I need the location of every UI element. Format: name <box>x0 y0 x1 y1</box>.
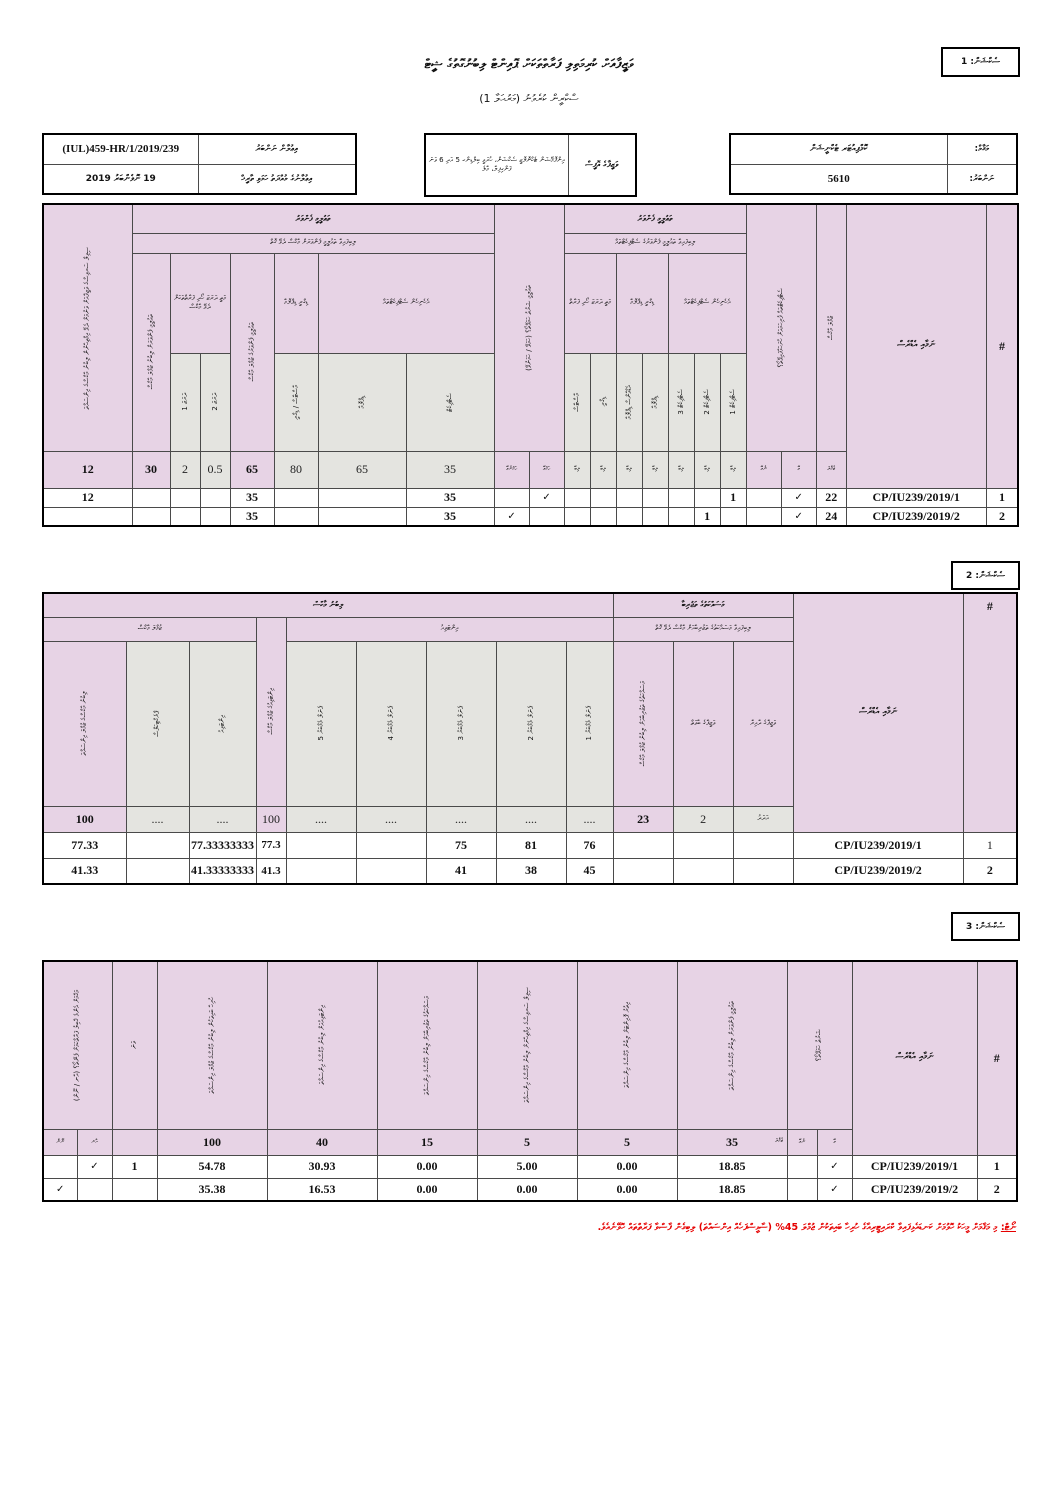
rank-cell: 1 <box>112 1155 157 1178</box>
max-value-cell: 35 <box>406 451 494 488</box>
not-met-label: ނުވޭ <box>787 1129 817 1155</box>
job-field-column-header: ވަޒީފާގެ ދާއިރާ <box>733 641 793 806</box>
cert-level-header: ސެޓްފިކެޓް 2 <box>694 353 720 451</box>
applicant-row <box>43 488 1018 507</box>
points-cell <box>613 832 673 858</box>
post-number-label: ނަންބަރު: <box>947 164 1017 194</box>
points-cell: 16.53 <box>267 1178 377 1201</box>
high-achievers-header: މަތީ ދަރަޖަ ހޯދި ފަރާތްތަކަށް ދެވޭ މާކްސް <box>170 253 230 353</box>
points-cell <box>318 488 406 507</box>
applicant-row <box>43 832 1017 858</box>
max-value-cell: 15 <box>377 1129 477 1155</box>
rank-column-header: ވަނަ <box>112 961 157 1129</box>
masters-degree-strip-header: މާސްޓާސް / ޑިގްރީ <box>274 353 318 451</box>
max-value-cell: 2 <box>170 451 200 488</box>
points-cell: 41.33333333 <box>189 858 256 884</box>
post-label: މަޤާމް: <box>947 134 1017 164</box>
max-value-cell: 100 <box>157 1129 267 1155</box>
points-cell: 30.93 <box>267 1155 377 1178</box>
points-cell <box>733 858 793 884</box>
check-cell: ✓ <box>781 488 816 507</box>
points-cell: 77.33 <box>43 832 126 858</box>
points-cell <box>43 507 132 526</box>
panel-member-5-column-header: ޕެނަލް މެމްބަރު 5 <box>286 641 356 806</box>
section-2-marks-table <box>42 592 1018 885</box>
points-cell <box>318 507 406 526</box>
education-certificates-subheader: ލިބިފައިވާ ތަޢުލީމީ ފެންވަރުގެ ސެޓްފިކެޓްތައް <box>564 233 746 253</box>
section-1-screening-table <box>42 203 1019 527</box>
check-cell: ✓ <box>43 1178 77 1201</box>
points-cell: 77.33333333 <box>189 832 256 858</box>
has-label: ލިބޭ <box>590 451 616 488</box>
points-cell: 54.78 <box>157 1155 267 1178</box>
interview-column-header: އިންޓަވިއު <box>189 641 256 806</box>
points-cell <box>356 858 426 884</box>
experience-total-column-header: މަސައްކަތުގެ ތަޖުރިބާއަށް ލިބުނު ޖުމްލަ މާކްސް <box>613 641 673 806</box>
post-title: ކޮމްޕިއުޓަރ ޓެކްނީޝަން <box>730 134 947 164</box>
applicant-code-cell: CP/IU239/2019/1 <box>846 488 986 507</box>
points-cell: 76 <box>566 832 613 858</box>
points-cell <box>642 488 668 507</box>
points-cell <box>170 507 200 526</box>
max-value-cell: 23 <box>613 806 673 832</box>
check-cell <box>787 1155 817 1178</box>
experience-percentage-column-header: މަސައްކަތުގެ ތަޖުރިބާއަށް ލިބުނު މާކްސްގެ އިންސައްތަ <box>377 961 477 1129</box>
row-number-column-header: # <box>963 593 1017 832</box>
not-met-label: ނުވޭ <box>746 451 781 488</box>
applicant-code-cell: CP/IU239/2019/2 <box>852 1178 977 1201</box>
check-cell <box>529 507 564 526</box>
max-value-cell: .... <box>566 806 613 832</box>
points-cell <box>642 507 668 526</box>
extra-points-percentage-column-header: އިތުރު ޕޮއިންޓަށް ލިބުނު މާކްސްގެ އިންސައްތަ <box>577 961 677 1129</box>
points-cell: 77.3 <box>256 832 286 858</box>
other-cert-header: އެހެނިހެން ސެޓްފިކެޓްތައް <box>668 253 746 353</box>
max-value-cell: .... <box>356 806 426 832</box>
applicant-row <box>43 858 1017 884</box>
education-group-header: ތަޢުލީމީ ފެންވަރު <box>132 204 494 233</box>
total-side-label: ޖުމްލަ <box>775 1137 783 1144</box>
cert-level-header: މާސްޓާސް <box>564 353 590 451</box>
page-title: ވަޒީފާއަށް ކުރިމަތިލި ފަރާތްތަކަށް ޕޮއިންޓް ލިބުނުގޮތުގެ ޝީޓް <box>424 57 634 72</box>
check-cell <box>746 488 781 507</box>
max-value-cell <box>677 1129 787 1155</box>
points-cell <box>274 488 318 507</box>
education-total-column-header: ތަޢުލީމީ ފެންވަރަށް ލިބުނު ޖުމްލަ މާކްސް <box>132 253 170 451</box>
certificate-strip-header: ސެޓްފިކެޓް <box>406 353 494 451</box>
education-percentage-column-header: ތަޢުލީމީ ފެންވަރަށް ލިބުނު މާކްސްގެ އިންސައްތަ <box>677 961 787 1129</box>
announcement-info-box <box>42 133 357 195</box>
points-cell <box>200 488 230 507</box>
points-cell: 0.00 <box>377 1155 477 1178</box>
points-cell <box>356 832 426 858</box>
marks-obtained-group-header: ލިބުނު މާކްސް <box>43 593 613 617</box>
diploma-strip-header: ޑިޕްލޮމާ <box>318 353 406 451</box>
max-value-cell: .... <box>286 806 356 832</box>
points-cell: 5.00 <box>477 1155 577 1178</box>
check-cell <box>494 488 529 507</box>
points-cell <box>132 507 170 526</box>
points-cell: 12 <box>43 488 132 507</box>
max-value-cell: 80 <box>274 451 318 488</box>
total-points-cell: 24 <box>816 507 846 526</box>
grade1-strip-header: ދަރަޖަ 1 <box>170 353 200 451</box>
not-met-label: ހަމަނުވޭ <box>494 451 529 488</box>
exam-marks-column-header: ސިވިލް ސަރވިސްގެ ވަޒީފާއަށް ވަނުމަށް ދެވޭ އިމްތިޙާނުން ލިބުނު މާކްސްގެ އިންސައްތަ <box>43 204 132 451</box>
points-cell: 41.3 <box>256 858 286 884</box>
cert-level-header: އެޑްވާންސް ޑިޕްލޮމާ <box>616 353 642 451</box>
points-cell <box>590 488 616 507</box>
points-cell <box>126 858 189 884</box>
points-cell: 41.33 <box>43 858 126 884</box>
deadline-label: އިޢުލާނުގެ މުއްދަތު ހަމަވި ތާރީޚް <box>198 164 356 194</box>
points-cell <box>286 858 356 884</box>
points-cell <box>694 488 720 507</box>
points-cell: 0.00 <box>577 1178 677 1201</box>
points-cell: 18.85 <box>677 1155 787 1178</box>
points-cell <box>274 507 318 526</box>
has-label: ލިބޭ <box>642 451 668 488</box>
panel-member-4-column-header: ޕެނަލް މެމްބަރު 4 <box>356 641 426 806</box>
name-address-column-header: ނަމާއި އެޑްރެސް <box>852 961 977 1155</box>
check-cell: ✓ <box>817 1178 852 1201</box>
points-cell: 35 <box>230 507 274 526</box>
row-number-cell: 1 <box>963 832 1017 858</box>
met-label: ހަމަވޭ <box>529 451 564 488</box>
max-value-cell: .... <box>426 806 496 832</box>
max-value-cell: 0.5 <box>200 451 230 488</box>
points-cell: 0.00 <box>577 1155 677 1178</box>
cert-level-header: ޑިޕްލޮމާ <box>642 353 668 451</box>
office-name: އިންފޮމޭޝަން ޓެކްނޮލޮޖީ ސެކްޝަން، ހުރަވީ ބިލްޑިންގ 5 އަދި 6 ވަނަ ފަންގިފިލާ، މާލެ <box>425 134 568 196</box>
points-cell <box>668 507 694 526</box>
grade2-strip-header: ދަރަޖަ 2 <box>200 353 230 451</box>
yes-label: އާނ <box>77 1129 112 1155</box>
row-number-cell: 1 <box>986 488 1018 507</box>
met-label: ވޭ <box>781 451 816 488</box>
check-cell: ✓ <box>494 507 529 526</box>
has-label: ލިބޭ <box>564 451 590 488</box>
applicant-code-cell: CP/IU239/2019/1 <box>852 1155 977 1178</box>
office-label: ވަޒީފާގެ އޮފީސް <box>568 134 636 196</box>
max-value-cell: 65 <box>230 451 274 488</box>
office-info-box <box>424 133 637 197</box>
max-value: 35 <box>726 1134 738 1149</box>
points-cell: 0.00 <box>377 1178 477 1201</box>
work-experience-group-header: މަސައްކަތުގެ ތަޖުރިބާ <box>613 593 793 617</box>
rank-cell <box>112 1178 157 1201</box>
has-label: ލިބޭ <box>720 451 746 488</box>
name-address-column-header: ނަމާއި އެޑްރެސް <box>793 593 963 832</box>
row-number-column-header: # <box>977 961 1017 1155</box>
section-3-badge: ސެކްޝަން: 3 <box>951 912 1020 941</box>
points-cell: 45 <box>566 858 613 884</box>
points-cell: 41 <box>426 858 496 884</box>
met-label: ވޭ <box>817 1129 852 1155</box>
check-cell: ✓ <box>781 507 816 526</box>
total-marks-column-header: ޖުމްލަ މާކްސް <box>816 204 846 451</box>
points-cell <box>126 832 189 858</box>
max-value-cell: 100 <box>43 806 126 832</box>
max-value-cell: 30 <box>132 451 170 488</box>
points-cell <box>564 507 590 526</box>
interview-total-column-header: އިންޓަވިއުގެ ޖުމްލަ މާކްސް <box>256 617 286 806</box>
row-number-cell: 2 <box>963 858 1017 884</box>
no-label: ނޫން <box>43 1129 77 1155</box>
points-cell <box>564 488 590 507</box>
section-2-badge: ސެކްޝަން: 2 <box>951 561 1020 590</box>
points-cell: 1 <box>694 507 720 526</box>
row-number-cell: 1 <box>977 1155 1017 1178</box>
points-cell <box>668 488 694 507</box>
max-value-cell: 40 <box>267 1129 377 1155</box>
max-value-cell <box>112 1129 157 1155</box>
points-cell <box>673 832 733 858</box>
max-value-cell: 12 <box>43 451 132 488</box>
degree-diploma-cert-header: ޑިގްރީ ޑިޕްލޮމާ <box>616 253 668 353</box>
check-cell <box>43 1155 77 1178</box>
has-label: ލިބޭ <box>616 451 642 488</box>
check-cell: ✓ <box>529 488 564 507</box>
check-cell <box>746 507 781 526</box>
max-value-cell: 5 <box>577 1129 677 1155</box>
points-cell: 1 <box>720 488 746 507</box>
deadline-date: 19 ނޮވެންބަރު 2019 <box>43 164 198 194</box>
total-label: ޖުމްލަ <box>816 451 846 488</box>
name-address-column-header: ނަމާއި އެޑްރެސް <box>846 204 986 488</box>
points-cell: 35 <box>230 488 274 507</box>
max-value-cell: 100 <box>256 806 286 832</box>
education-subtotal-column-header: ތަޢުލީމީ ފެންވަރުގެ ޖުމްލަ މާކްސް <box>230 253 274 451</box>
section-1-badge: ސެކްޝަން: 1 <box>941 47 1020 77</box>
interview-percentage-column-header: އިންޓަވިއުއަށް ލިބުނު މާކްސްގެ އިންސައްތަ <box>267 961 377 1129</box>
applicant-code-cell: CP/IU239/2019/2 <box>846 507 986 526</box>
education-marks-subheader: ލިބިފައިވާ ތަޢުލީމީ ފެންވަރަށް މާކްސް ދެވޭ ގޮތް <box>132 233 494 253</box>
points-cell <box>613 858 673 884</box>
applicant-row <box>43 1178 1017 1201</box>
points-cell: 0.00 <box>477 1178 577 1201</box>
points-cell <box>616 507 642 526</box>
points-cell: 35.38 <box>157 1178 267 1201</box>
has-label: ލިބޭ <box>694 451 720 488</box>
max-value-cell: 65 <box>318 451 406 488</box>
announcement-number-label: އިޢުލާން ނަންބަރު <box>198 134 356 164</box>
section-3-result-table <box>42 960 1018 1202</box>
points-cell <box>590 507 616 526</box>
other-certificates-header: އެހެނިހެން ސެޓްފިކެޓްތައް <box>318 253 494 353</box>
points-cell <box>733 832 793 858</box>
cert-level-header: ޑިގްރީ <box>590 353 616 451</box>
has-label: ލިބޭ <box>668 451 694 488</box>
points-cell: 38 <box>496 858 566 884</box>
points-cell <box>673 858 733 884</box>
note-prefix: ނޯޓް: <box>1000 1222 1016 1233</box>
pass-threshold-note <box>42 1222 1016 1233</box>
max-value-cell: .... <box>189 806 256 832</box>
total-percentage-column-header: ލިބުނު މާކްސްގެ ޖުމްލަ އިންސައްތަ <box>43 641 126 806</box>
announcement-number: (IUL)459-HR/1/2019/239 <box>43 134 198 164</box>
work-experience-subheader: ލިބިފައިވާ މަސައްކަތުގެ ތަޖުރިބާއަށް މާކްސް ދެވޭ ގޮތް <box>613 617 793 641</box>
exam-percentage-column-header: ސިވިލް ސަރވިސްގެ އިމްތިޙާނަށް ލިބުނު މާކްސްގެ އިންސައްތަ <box>477 961 577 1129</box>
post-number: 5610 <box>730 164 947 194</box>
points-cell <box>616 488 642 507</box>
points-cell <box>132 488 170 507</box>
row-number-cell: 2 <box>977 1178 1017 1201</box>
panel-member-3-column-header: ޕެނަލް މެމްބަރު 3 <box>426 641 496 806</box>
points-cell <box>720 507 746 526</box>
points-cell: 35 <box>406 507 494 526</box>
max-value-cell: 2 <box>673 806 733 832</box>
max-value-cell: .... <box>496 806 566 832</box>
total-marks-subheader: ޖުމްލަ މާކްސް <box>43 617 256 641</box>
row-number-cell: 2 <box>986 507 1018 526</box>
applicant-code-cell: CP/IU239/2019/1 <box>793 832 963 858</box>
education-criteria-met-column-header: ތަޢުލީމީ ޝަރުޠު ހަމަވޭތޯ؟ (ހަމަވޭ / ހަމަނުވޭ) <box>494 204 564 451</box>
note-body: މި މަޤާމަށް މީހަކު ހޮވުމަށް ކަނޑައެޅިފައިވާ ކްރައިޓީރިއާގެ ހުރިހާ ބައިތަކުން ޖުމްލަ 45% (ސާޅީސްފަހެއް އިންސައްތަ) ލިބިގެން ފާސްވާ ފަރާތްތައް ހޮވޭނެއެވެ. <box>597 1222 998 1233</box>
count-label-cell: އަދަދު <box>733 806 793 832</box>
panel-member-1-column-header: ޕެނަލް މެމްބަރު 1 <box>566 641 613 806</box>
cert-level-header: ސެޓްފިކެޓް 3 <box>668 353 694 451</box>
points-cell: 75 <box>426 832 496 858</box>
row-number-column-header: # <box>986 204 1018 488</box>
check-cell <box>787 1178 817 1201</box>
job-type-column-header: ވަޒީފާގެ ބާވަތް <box>673 641 733 806</box>
certificates-complete-column-header: ސެޓްފިކެޓްތައް ފުރިހަމައަށް ހުށަހަޅާފައިވޭތޯ؟ <box>746 204 816 451</box>
total-points-cell: 22 <box>816 488 846 507</box>
applicant-row <box>43 507 1018 526</box>
check-cell: ✓ <box>817 1155 852 1178</box>
panel-member-2-column-header: ޕެނަލް މެމްބަރު 2 <box>496 641 566 806</box>
degree-diploma-header: ޑިގްރީ ޑިޕްލޮމާ <box>274 253 318 353</box>
total-percentage-column-header: ހުރިހާ ބައިތަކުން ލިބުނު މާކްސްގެ ޖުމްލަ އިންސައްތަ <box>157 961 267 1129</box>
points-cell <box>170 488 200 507</box>
post-info-box <box>729 133 1018 195</box>
cert-level-header: ސެޓްފިކެޓް 1 <box>720 353 746 451</box>
page-subtitle: ސްކްރީން ކުރެވުނު (މަރުޙަލާ 1) <box>479 92 579 105</box>
criteria-met-column-header: ޝަރުޠު ހަމަވޭތޯ؟ <box>787 961 852 1129</box>
applicant-row <box>43 1155 1017 1178</box>
max-value-cell: .... <box>126 806 189 832</box>
applicant-code-cell: CP/IU239/2019/2 <box>793 858 963 884</box>
most-capable-column-header: މަޤާމަށް އެންމެ ޤާބިލު ފަރާތްކަމަށް ފެނޭތޯ؟ (އާނ / ނޫން) <box>43 961 112 1129</box>
check-cell <box>77 1178 112 1201</box>
education-certificates-group-header: ތަޢުލީމީ ފެންވަރު <box>564 204 746 233</box>
points-cell <box>286 832 356 858</box>
max-value-cell: 5 <box>477 1129 577 1155</box>
points-cell: 81 <box>496 832 566 858</box>
points-cell <box>200 507 230 526</box>
points-cell: 18.85 <box>677 1178 787 1201</box>
interview-subheader: އިންޓަވިއު <box>286 617 613 641</box>
high-achievers-cert-header: މަތީ ދަރަޖަ ހޯދި ފަރާތް <box>564 253 616 353</box>
practicals-column-header: ޕްރެކްޓިކަލްސް <box>126 641 189 806</box>
points-cell: 35 <box>406 488 494 507</box>
check-cell: ✓ <box>77 1155 112 1178</box>
